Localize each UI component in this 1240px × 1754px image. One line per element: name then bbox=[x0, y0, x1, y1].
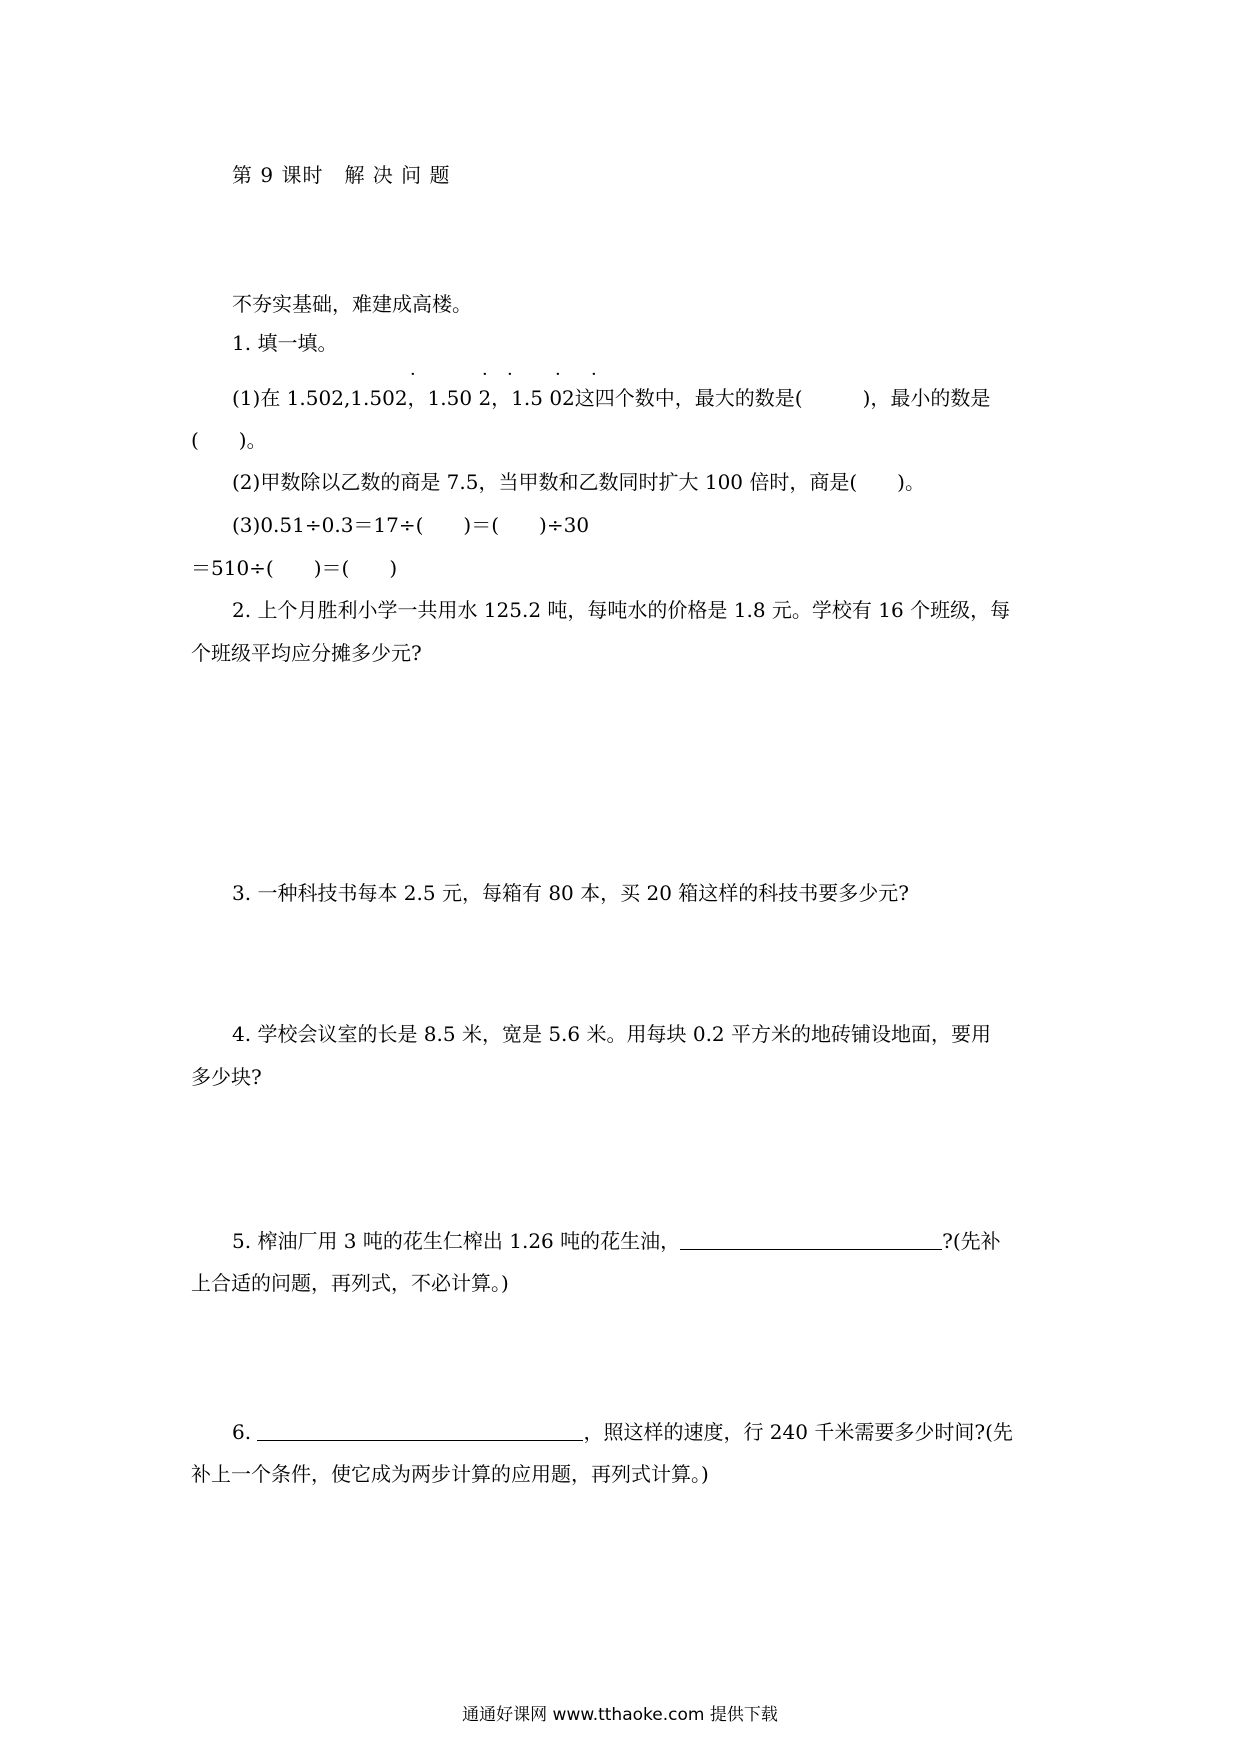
question-1-label: 1. 填一填。 bbox=[232, 331, 338, 355]
question-6-suffix: ，照这样的速度，行 240 千米需要多少时间?(先 bbox=[583, 1420, 1013, 1444]
question-1-part-3: (3)0.51÷0.3＝17÷( )＝( )÷30 bbox=[232, 513, 590, 537]
question-1-part-2: (2)甲数除以乙数的商是 7.5，当甲数和乙数同时扩大 100 倍时，商是( )。 bbox=[232, 470, 925, 494]
repeat-dot: · bbox=[555, 364, 561, 385]
question-6-answer-blank[interactable] bbox=[257, 1422, 583, 1441]
question-6-prefix: 6. bbox=[232, 1420, 258, 1444]
question-3: 3. 一种科技书每本 2.5 元，每箱有 80 本，买 20 箱这样的科技书要多少元? bbox=[232, 881, 910, 905]
repeat-dot: · bbox=[482, 364, 488, 385]
repeat-dot: · bbox=[410, 364, 416, 385]
page-footer: 通通好课网 www.tthaoke.com 提供下载 bbox=[462, 1705, 778, 1725]
question-2-cont: 个班级平均应分摊多少元? bbox=[191, 641, 422, 665]
question-6 bbox=[232, 1420, 1013, 1444]
question-2: 2. 上个月胜利小学一共用水 125.2 吨，每吨水的价格是 1.8 元。学校有 16 个班级，每 bbox=[232, 598, 1011, 622]
question-5-cont: 上合适的问题，再列式，不必计算。) bbox=[191, 1271, 509, 1295]
question-1-part-3-cont: ＝510÷( )＝( ) bbox=[191, 556, 398, 580]
motto: 不夯实基础，难建成高楼。 bbox=[232, 292, 472, 316]
question-5-prefix: 5. 榨油厂用 3 吨的花生仁榨出 1.26 吨的花生油， bbox=[232, 1229, 681, 1253]
repeat-dot: · bbox=[591, 364, 597, 385]
repeat-dot: · bbox=[507, 364, 513, 385]
question-4-cont: 多少块? bbox=[191, 1065, 262, 1089]
question-5-suffix: ?(先补 bbox=[942, 1229, 1001, 1253]
question-1-part-1: (1)在 1.502,1.502，1.50 2，1.5 02这四个数中，最大的数是( )，最小的数是 bbox=[232, 386, 991, 410]
page-title: 第 9 课时 解 决 问 题 bbox=[232, 163, 451, 187]
question-1-part-1-cont: ( )。 bbox=[191, 428, 267, 452]
question-5-answer-blank[interactable] bbox=[680, 1231, 942, 1250]
question-6-cont: 补上一个条件，使它成为两步计算的应用题，再列式计算。) bbox=[191, 1462, 709, 1486]
question-5 bbox=[232, 1229, 1001, 1253]
question-4: 4. 学校会议室的长是 8.5 米，宽是 5.6 米。用每块 0.2 平方米的地砖铺设地面，要用 bbox=[232, 1022, 992, 1046]
